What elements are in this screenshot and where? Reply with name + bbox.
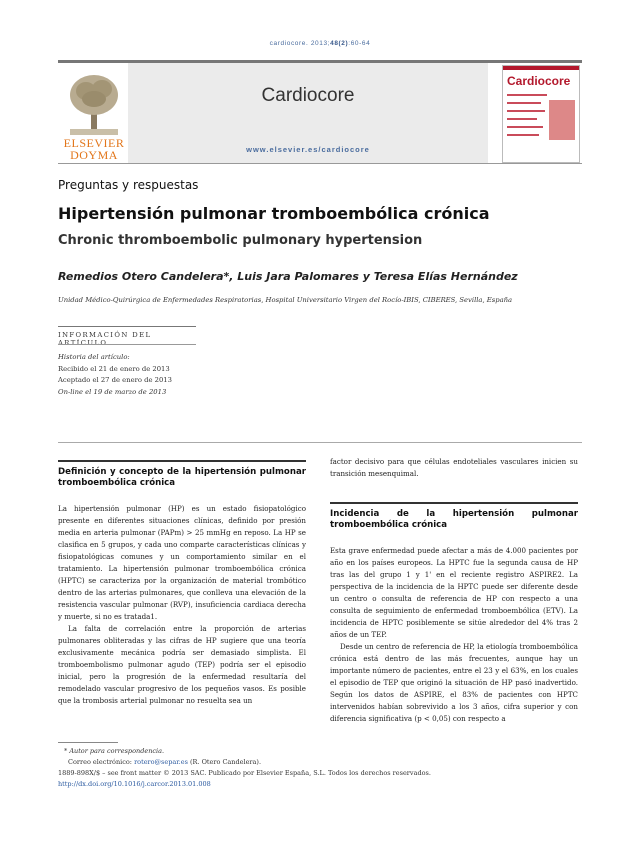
journal-cover-thumbnail[interactable] bbox=[502, 65, 580, 163]
elsevier-logo[interactable] bbox=[58, 73, 128, 163]
publisher-name: ELSEVIER bbox=[63, 136, 125, 150]
author-email-link[interactable]: rotero@separ.es bbox=[134, 758, 188, 766]
left-column bbox=[58, 460, 306, 707]
cover-line bbox=[507, 94, 547, 96]
elsevier-tree-icon bbox=[68, 73, 120, 137]
authors: Remedios Otero Candelera*, Luis Jara Palomares y Teresa Elías Hernández bbox=[58, 270, 518, 283]
journal-header bbox=[58, 60, 582, 164]
paragraph: Esta grave enfermedad puede afectar a más de 4.000 pacientes por año en los países europeos. La HPTC fue la segunda causa de HP tras las del grupo 1 y 1' en el reciente registro ASPIRE2. La perspectiva de la incidencia de la HPTC puede ser diferente desde un centro o consulta de referencia de HP con respecto a una consulta de seguimiento de enfermedad tromboembólica (ETV). La incidencia de HPTC posiblemente se sitúe alrededor del 4% tras 2 años de un TEP. bbox=[330, 546, 578, 639]
affiliation: Unidad Médico-Quirúrgica de Enfermedades Respiratorias, Hospital Universitario Virgen del Rocío-IBIS, CIBERES, Sevilla, España bbox=[58, 296, 513, 304]
copyright-line: 1889-898X/$ – see front matter © 2013 SAC. Publicado por Elsevier España, S.L. Todos los derechos reservados. bbox=[58, 769, 431, 777]
citation-journal: cardiocore. bbox=[269, 40, 309, 47]
paragraph: Desde un centro de referencia de HP, la etiología tromboembólica crónica está dentro de las más frecuentes, aunque hay un importante número de pacientes, entre el 23 y el 63%, en los cuales el episodio de TEP que originó la situación de HP pasó inadvertido. Según los datos de ASPIRE, el 83% de pacientes con HPTC intervenidos habían sobrevivido a los 3 años, cifra superior y con diferencia significativa (p < 0,05) con respecto a bbox=[330, 642, 578, 723]
section-divider bbox=[58, 442, 582, 443]
paragraph-continuation: factor decisivo para que células endoteliales vasculares inicien su transición mesenquimal. bbox=[330, 457, 578, 478]
received-date: Recibido el 21 de enero de 2013 bbox=[58, 364, 170, 373]
cover-line bbox=[507, 110, 545, 112]
cover-image bbox=[549, 100, 575, 140]
cover-line bbox=[507, 118, 537, 120]
article-info-heading: INFORMACIÓN DEL ARTÍCULO bbox=[58, 326, 196, 347]
right-column bbox=[330, 456, 578, 725]
author-email-line bbox=[58, 757, 582, 768]
footnote-rule bbox=[58, 742, 118, 743]
journal-name: Cardiocore bbox=[261, 85, 355, 106]
journal-citation bbox=[0, 40, 640, 47]
section-heading-definition: Definición y concepto de la hipertensión pulmonar tromboembólica crónica bbox=[58, 460, 306, 489]
header-band bbox=[128, 63, 488, 163]
citation-year: 2013; bbox=[310, 40, 331, 47]
citation-pages: :60-64 bbox=[348, 40, 371, 47]
cover-line bbox=[507, 126, 543, 128]
citation-volume: 48(2) bbox=[330, 40, 349, 47]
paragraph: La hipertensión pulmonar (HP) es un estado fisiopatológico presente en diferentes situaciones clínicas, definido por presión media en arteria pulmonar (PAPm) > 25 mmHg en reposo. La HP se clasifica en 5 grupos, y cada uno comparte características clínicas y fisiopatológicas comunes y un comportamiento similar en el tratamiento. La hipertensión pulmonar tromboembólica crónica (HPTC) se caracteriza por la organización de material trombótico dentro de las arterias pulmonares, que conlleva una elevación de la resistencia vascular pulmonar (RVP), insuficiencia cardiaca derecha y muerte, si no es tratada1. bbox=[58, 504, 306, 621]
cover-title: Cardiocore bbox=[507, 74, 571, 88]
cover-bar bbox=[503, 66, 579, 70]
email-author-name: (R. Otero Candelera). bbox=[190, 758, 262, 766]
cover-line bbox=[507, 102, 541, 104]
section-heading-incidence: Incidencia de la hipertensión pulmonar tromboembólica crónica bbox=[330, 502, 578, 531]
corresponding-author-note: * Autor para correspondencia. bbox=[64, 747, 165, 755]
accepted-date: Aceptado el 27 de enero de 2013 bbox=[58, 376, 172, 384]
article-title: Hipertensión pulmonar tromboembólica crónica bbox=[58, 204, 490, 223]
article-title-english: Chronic thromboembolic pulmonary hypertension bbox=[58, 233, 423, 248]
doi-link[interactable]: http://dx.doi.org/10.1016/j.carcor.2013.01.008 bbox=[58, 780, 211, 788]
publisher-sub: DOYMA bbox=[70, 148, 118, 162]
email-label: Correo electrónico: bbox=[68, 758, 132, 766]
article-info-rule bbox=[58, 344, 196, 345]
section-type: Preguntas y respuestas bbox=[58, 178, 199, 192]
footnotes bbox=[58, 742, 582, 790]
online-date: On-line el 19 de marzo de 2013 bbox=[58, 387, 167, 396]
paragraph: La falta de correlación entre la proporción de arterias pulmonares obliteradas y las cifras de HP sugiere que una teoría exclusivamente mecánica podría ser demasiado simplista. El tromboembolismo pulmonar agudo (TEP) podría ser el episodio inicial, pero la progresión de la enfermedad resultaría del remodelado vascular progresivo de los pequeños vasos. Es posible que la trombosis arterial pulmonar no resuelta sea un bbox=[58, 624, 306, 705]
cover-line bbox=[507, 134, 539, 136]
article-history bbox=[58, 352, 172, 398]
journal-url-link[interactable]: www.elsevier.es/cardiocore bbox=[246, 145, 370, 154]
history-label: Historia del artículo: bbox=[58, 353, 130, 361]
